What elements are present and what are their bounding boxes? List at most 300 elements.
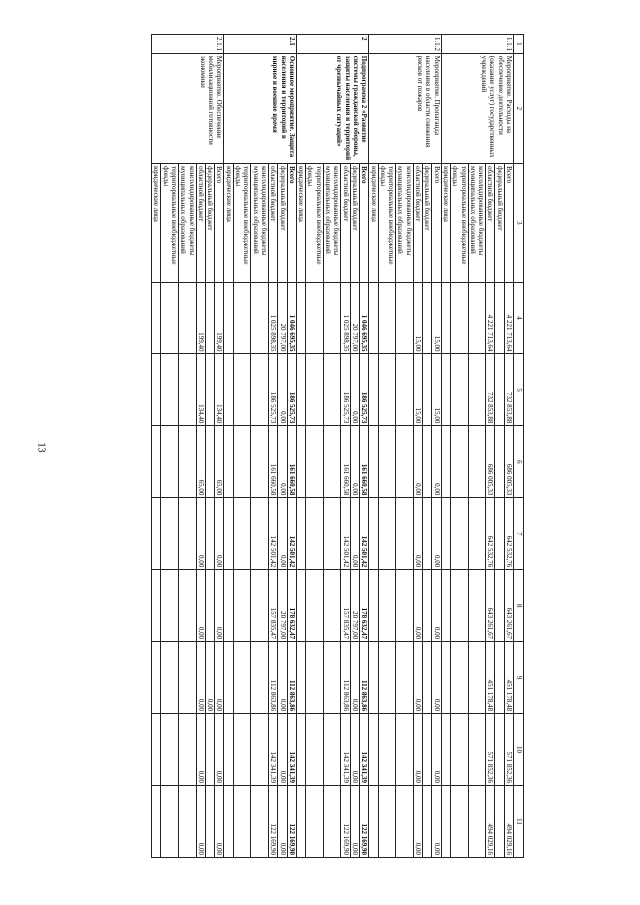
value-cell [450, 498, 468, 570]
funding-source: юридические лица [152, 164, 161, 283]
funding-source: территориальные внебюджетные фонды [450, 164, 468, 283]
value-cell [233, 642, 251, 714]
header-cell: 7 [514, 498, 524, 570]
value-cell: 199,40 [215, 282, 224, 354]
table-row [504, 35, 513, 858]
value-cell [495, 786, 504, 858]
budget-table [151, 34, 524, 858]
value-cell: 0,00 [413, 714, 422, 786]
value-cell [495, 498, 504, 570]
value-cell [179, 282, 197, 354]
value-cell [306, 282, 324, 354]
value-cell: 451 178,48 [504, 642, 513, 714]
value-cell [224, 714, 233, 786]
value-cell [205, 426, 214, 498]
value-cell: 1 025 898,35 [341, 282, 350, 354]
value-cell: 142 501,42 [359, 498, 368, 570]
value-cell [468, 354, 486, 426]
value-cell [423, 642, 432, 714]
value-cell: 0,00 [278, 354, 287, 426]
value-cell: 15,00 [432, 282, 441, 354]
value-cell [251, 714, 269, 786]
value-cell: 15,00 [432, 354, 441, 426]
section-code: 1.1.1 [441, 35, 513, 54]
value-cell: 178 632,47 [287, 570, 296, 642]
value-cell [233, 426, 251, 498]
page-number: 13 [35, 442, 47, 453]
header-cell: 1 [514, 35, 524, 54]
value-cell: 157 835,47 [341, 570, 350, 642]
value-cell: 732 853,88 [504, 354, 513, 426]
value-cell: 0,00 [413, 642, 422, 714]
funding-source: консолидированные бюджеты муниципальных образований [251, 164, 269, 283]
value-cell [441, 714, 450, 786]
value-cell [296, 426, 305, 498]
value-cell [306, 498, 324, 570]
table-row [287, 35, 296, 858]
value-cell [450, 642, 468, 714]
value-cell [296, 282, 305, 354]
value-cell [306, 426, 324, 498]
header-row [514, 35, 524, 858]
header-cell: 5 [514, 354, 524, 426]
value-cell: 0,00 [350, 714, 359, 786]
value-cell [296, 786, 305, 858]
value-cell [441, 498, 450, 570]
value-cell [224, 282, 233, 354]
table-row [432, 35, 441, 858]
value-cell [251, 282, 269, 354]
funding-source: юридические лица [224, 164, 233, 283]
value-cell: 0,00 [215, 498, 224, 570]
funding-source: Всего [504, 164, 513, 283]
value-cell [468, 426, 486, 498]
value-cell: 0,00 [196, 498, 205, 570]
header-cell: 6 [514, 426, 524, 498]
value-cell: 0,00 [413, 570, 422, 642]
value-cell [423, 426, 432, 498]
section-name: Подпрограмма 2 «Развитие системы гражданской обороны, защиты населения и территорий от чрезвычайных ситуаций» [296, 53, 368, 163]
funding-source: областной бюджет [268, 164, 277, 283]
value-cell [296, 714, 305, 786]
value-cell [205, 786, 214, 858]
value-cell [396, 426, 414, 498]
value-cell [161, 498, 179, 570]
value-cell [224, 498, 233, 570]
value-cell [323, 498, 341, 570]
value-cell [495, 642, 504, 714]
value-cell: 4 221 713,64 [504, 282, 513, 354]
value-cell: 15,00 [413, 354, 422, 426]
value-cell: 0,00 [350, 354, 359, 426]
value-cell [396, 498, 414, 570]
value-cell [179, 498, 197, 570]
value-cell [378, 282, 396, 354]
section-code: 2.1.1 [152, 35, 224, 54]
value-cell [369, 282, 378, 354]
table-body [152, 35, 514, 858]
funding-source: областной бюджет [196, 164, 205, 283]
value-cell: 186 525,73 [359, 354, 368, 426]
funding-source: федеральный бюджет [205, 164, 214, 283]
value-cell [205, 570, 214, 642]
value-cell: 161 660,58 [268, 426, 277, 498]
value-cell [468, 498, 486, 570]
value-cell [468, 714, 486, 786]
value-cell [251, 426, 269, 498]
section-name: Мероприятие. Расходы на обеспечение деятельности (оказание услуг) государственных учреждений [441, 53, 513, 163]
value-cell: 142 341,39 [359, 714, 368, 786]
value-cell: 1 046 695,35 [287, 282, 296, 354]
header-cell: 11 [514, 786, 524, 858]
funding-source: федеральный бюджет [495, 164, 504, 283]
value-cell [161, 570, 179, 642]
value-cell: 0,00 [278, 786, 287, 858]
value-cell [378, 786, 396, 858]
funding-source: консолидированные бюджеты муниципальных образований [179, 164, 197, 283]
value-cell: 0,00 [215, 642, 224, 714]
value-cell [396, 786, 414, 858]
value-cell [423, 498, 432, 570]
value-cell: 0,00 [413, 786, 422, 858]
value-cell: 1 025 898,35 [268, 282, 277, 354]
value-cell [233, 498, 251, 570]
value-cell [306, 642, 324, 714]
funding-source: Всего [359, 164, 368, 283]
value-cell: 0,00 [196, 570, 205, 642]
value-cell [296, 642, 305, 714]
value-cell [378, 426, 396, 498]
header-cell: 8 [514, 570, 524, 642]
funding-source: областной бюджет [413, 164, 422, 283]
value-cell: 0,00 [196, 714, 205, 786]
value-cell: 0,00 [196, 642, 205, 714]
value-cell: 134,40 [215, 354, 224, 426]
value-cell [161, 642, 179, 714]
value-cell [161, 354, 179, 426]
funding-source: федеральный бюджет [278, 164, 287, 283]
header-cell: 9 [514, 642, 524, 714]
value-cell [161, 282, 179, 354]
value-cell [450, 354, 468, 426]
rotated-table-area [84, 34, 524, 858]
value-cell: 642 532,76 [504, 498, 513, 570]
value-cell: 686 005,33 [504, 426, 513, 498]
value-cell [224, 354, 233, 426]
value-cell: 451 178,48 [486, 642, 495, 714]
value-cell: 112 863,86 [287, 642, 296, 714]
value-cell: 122 169,90 [287, 786, 296, 858]
value-cell: 0,00 [432, 426, 441, 498]
funding-source: территориальные внебюджетные фонды [378, 164, 396, 283]
funding-source: территориальные внебюджетные фонды [161, 164, 179, 283]
value-cell [468, 642, 486, 714]
value-cell [306, 786, 324, 858]
value-cell: 643 261,67 [504, 570, 513, 642]
value-cell: 0,00 [196, 786, 205, 858]
value-cell [468, 282, 486, 354]
value-cell [205, 282, 214, 354]
funding-source: консолидированные бюджеты муниципальных образований [468, 164, 486, 283]
value-cell: 0,00 [205, 642, 214, 714]
value-cell: 0,00 [413, 426, 422, 498]
value-cell [152, 714, 161, 786]
value-cell [441, 426, 450, 498]
value-cell [161, 426, 179, 498]
value-cell [323, 282, 341, 354]
value-cell [378, 714, 396, 786]
value-cell: 161 660,58 [359, 426, 368, 498]
funding-source: консолидированные бюджеты муниципальных образований [323, 164, 341, 283]
value-cell: 0,00 [350, 426, 359, 498]
value-cell [369, 498, 378, 570]
section-name: Основное мероприятие. Защита населения и территорий в мирное и военное время [224, 53, 296, 163]
value-cell: 112 863,86 [268, 642, 277, 714]
value-cell: 0,00 [432, 714, 441, 786]
value-cell [450, 426, 468, 498]
value-cell [369, 570, 378, 642]
value-cell [441, 642, 450, 714]
value-cell: 142 501,42 [287, 498, 296, 570]
value-cell: 199,40 [196, 282, 205, 354]
value-cell: 0,00 [350, 642, 359, 714]
value-cell [296, 570, 305, 642]
value-cell: 142 501,42 [341, 498, 350, 570]
value-cell [323, 786, 341, 858]
value-cell [233, 570, 251, 642]
funding-source: Всего [432, 164, 441, 283]
value-cell: 161 660,58 [287, 426, 296, 498]
funding-source: федеральный бюджет [423, 164, 432, 283]
value-cell: 0,00 [432, 786, 441, 858]
value-cell [224, 570, 233, 642]
header-cell: 4 [514, 282, 524, 354]
header-cell: 3 [514, 164, 524, 283]
value-cell [152, 570, 161, 642]
value-cell: 732 853,88 [486, 354, 495, 426]
value-cell [450, 282, 468, 354]
value-cell: 142 341,39 [341, 714, 350, 786]
value-cell: 161 660,58 [341, 426, 350, 498]
value-cell: 494 029,16 [486, 786, 495, 858]
value-cell [378, 570, 396, 642]
value-cell [369, 786, 378, 858]
value-cell [450, 786, 468, 858]
funding-source: консолидированные бюджеты муниципальных образований [396, 164, 414, 283]
value-cell [233, 354, 251, 426]
table-row [359, 35, 368, 858]
section-code: 1.1.2 [369, 35, 441, 54]
value-cell: 686 005,33 [486, 426, 495, 498]
value-cell: 157 835,47 [268, 570, 277, 642]
value-cell: 142 341,39 [268, 714, 277, 786]
funding-source: юридические лица [441, 164, 450, 283]
value-cell [224, 426, 233, 498]
value-cell [224, 786, 233, 858]
value-cell: 112 863,86 [341, 642, 350, 714]
funding-source: областной бюджет [341, 164, 350, 283]
value-cell [423, 354, 432, 426]
value-cell: 122 169,90 [268, 786, 277, 858]
funding-source: федеральный бюджет [350, 164, 359, 283]
value-cell [179, 642, 197, 714]
value-cell [378, 498, 396, 570]
value-cell [396, 642, 414, 714]
value-cell [495, 354, 504, 426]
value-cell [396, 282, 414, 354]
value-cell [205, 354, 214, 426]
value-cell [323, 642, 341, 714]
value-cell [396, 714, 414, 786]
header-cell: 2 [514, 53, 524, 163]
value-cell: 571 852,36 [486, 714, 495, 786]
value-cell [495, 282, 504, 354]
funding-source: юридические лица [296, 164, 305, 283]
value-cell [495, 714, 504, 786]
value-cell [468, 786, 486, 858]
value-cell: 0,00 [350, 786, 359, 858]
value-cell: 643 261,67 [486, 570, 495, 642]
value-cell [441, 786, 450, 858]
value-cell [378, 642, 396, 714]
value-cell: 494 029,16 [504, 786, 513, 858]
value-cell: 0,00 [432, 642, 441, 714]
header-cell: 10 [514, 714, 524, 786]
value-cell: 0,00 [278, 426, 287, 498]
value-cell [152, 786, 161, 858]
value-cell: 20 797,00 [350, 570, 359, 642]
value-cell [369, 642, 378, 714]
value-cell: 65,00 [196, 426, 205, 498]
value-cell: 0,00 [278, 498, 287, 570]
value-cell [224, 642, 233, 714]
value-cell [205, 498, 214, 570]
value-cell: 134,40 [196, 354, 205, 426]
funding-source: Всего [215, 164, 224, 283]
value-cell [179, 354, 197, 426]
value-cell: 0,00 [278, 714, 287, 786]
section-code: 2 [296, 35, 368, 54]
value-cell [233, 282, 251, 354]
value-cell [423, 786, 432, 858]
value-cell: 0,00 [413, 498, 422, 570]
value-cell: 0,00 [350, 498, 359, 570]
value-cell: 122 169,90 [359, 786, 368, 858]
value-cell [179, 714, 197, 786]
value-cell [251, 642, 269, 714]
value-cell [306, 570, 324, 642]
value-cell [369, 426, 378, 498]
value-cell: 642 532,76 [486, 498, 495, 570]
value-cell [251, 354, 269, 426]
value-cell [296, 498, 305, 570]
value-cell: 0,00 [432, 498, 441, 570]
funding-source: территориальные внебюджетные фонды [306, 164, 324, 283]
value-cell: 186 525,73 [268, 354, 277, 426]
section-name: Мероприятие. Обеспечение мобилизационной готовности экономики [152, 53, 224, 163]
value-cell: 0,00 [278, 642, 287, 714]
value-cell [251, 786, 269, 858]
value-cell [369, 714, 378, 786]
value-cell [468, 570, 486, 642]
value-cell [306, 354, 324, 426]
value-cell [441, 282, 450, 354]
section-name: Мероприятие. Пропаганда населения в области снижения рисков от пожаров [369, 53, 441, 163]
table-row [215, 35, 224, 858]
value-cell: 0,00 [215, 714, 224, 786]
value-cell [205, 714, 214, 786]
value-cell [152, 498, 161, 570]
value-cell [495, 426, 504, 498]
value-cell: 186 525,73 [341, 354, 350, 426]
value-cell [369, 354, 378, 426]
value-cell: 0,00 [215, 570, 224, 642]
value-cell: 65,00 [215, 426, 224, 498]
value-cell [152, 642, 161, 714]
value-cell [152, 354, 161, 426]
value-cell: 178 632,47 [359, 570, 368, 642]
value-cell: 20 797,00 [278, 570, 287, 642]
value-cell [423, 282, 432, 354]
value-cell [251, 570, 269, 642]
value-cell [296, 354, 305, 426]
value-cell [423, 714, 432, 786]
value-cell: 122 169,90 [341, 786, 350, 858]
value-cell [306, 714, 324, 786]
value-cell: 0,00 [432, 570, 441, 642]
funding-source: юридические лица [369, 164, 378, 283]
value-cell [152, 282, 161, 354]
value-cell [396, 354, 414, 426]
value-cell [441, 354, 450, 426]
value-cell [179, 786, 197, 858]
value-cell [396, 570, 414, 642]
value-cell [323, 354, 341, 426]
value-cell [423, 570, 432, 642]
value-cell: 186 525,73 [287, 354, 296, 426]
value-cell [323, 714, 341, 786]
value-cell [378, 354, 396, 426]
section-code: 2.1 [224, 35, 296, 54]
budget-table-wrapper [84, 34, 524, 858]
value-cell [233, 786, 251, 858]
value-cell: 1 046 695,35 [359, 282, 368, 354]
value-cell [323, 426, 341, 498]
value-cell: 571 852,36 [504, 714, 513, 786]
value-cell: 20 797,00 [350, 282, 359, 354]
value-cell [323, 570, 341, 642]
funding-source: территориальные внебюджетные фонды [233, 164, 251, 283]
value-cell [450, 714, 468, 786]
value-cell [161, 786, 179, 858]
value-cell [179, 426, 197, 498]
value-cell [441, 570, 450, 642]
value-cell: 112 863,86 [359, 642, 368, 714]
value-cell: 4 221 713,64 [486, 282, 495, 354]
value-cell: 15,00 [413, 282, 422, 354]
funding-source: Всего [287, 164, 296, 283]
value-cell [161, 714, 179, 786]
value-cell [233, 714, 251, 786]
value-cell: 142 341,39 [287, 714, 296, 786]
funding-source: областной бюджет [486, 164, 495, 283]
value-cell [179, 570, 197, 642]
value-cell [450, 570, 468, 642]
value-cell [251, 498, 269, 570]
value-cell: 142 501,42 [268, 498, 277, 570]
value-cell: 20 797,00 [278, 282, 287, 354]
value-cell [152, 426, 161, 498]
